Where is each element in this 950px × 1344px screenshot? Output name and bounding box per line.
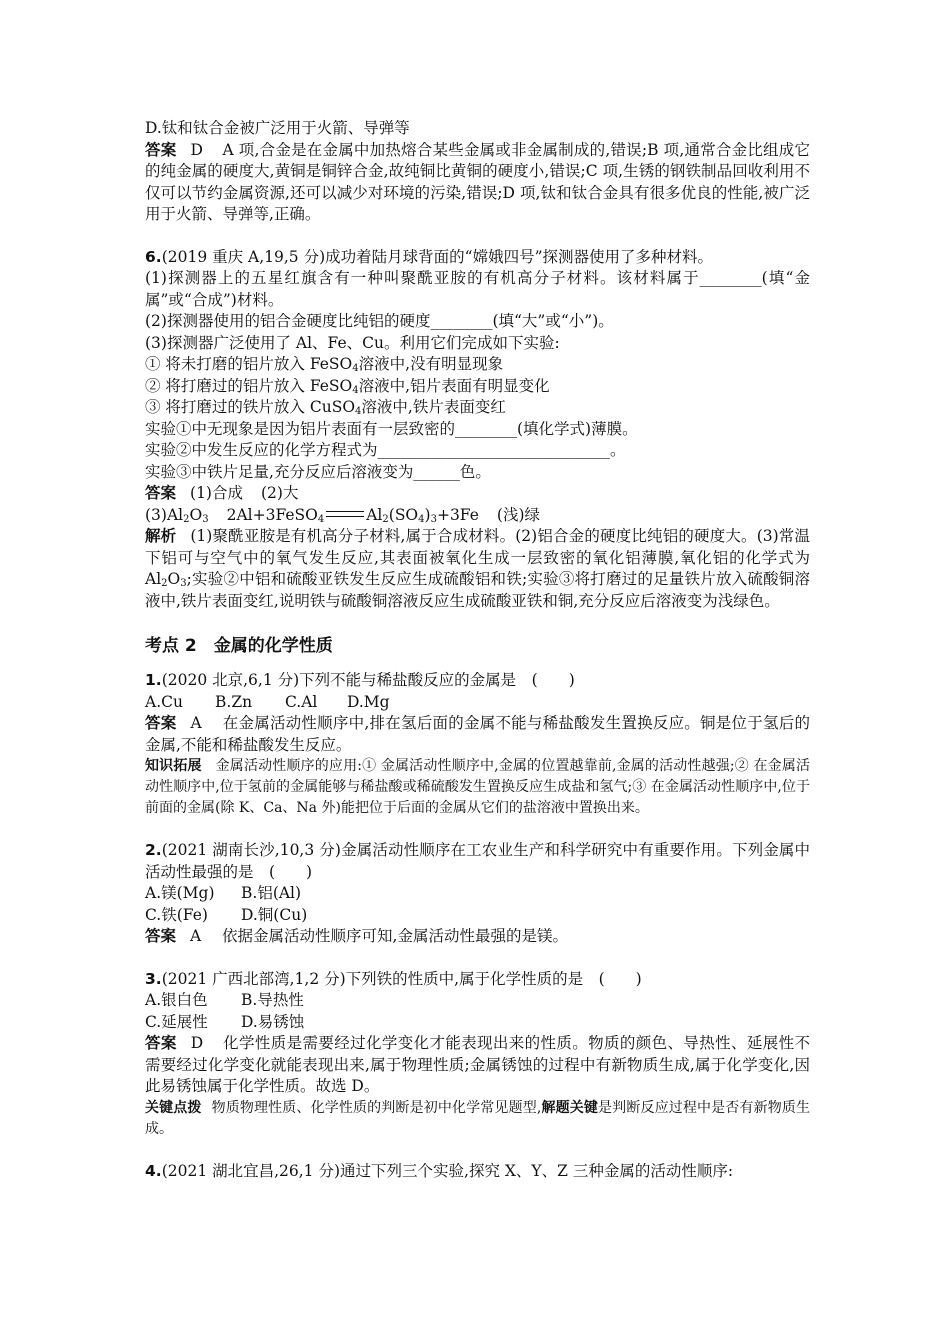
q6-analysis: 解析 (1)聚酰亚胺是有机高分子材料,属于合成材料。(2)铝合金的硬度比纯铝的硬度大。(3)常温下铝可与空气中的氧气发生反应,其表面被氧化生成一层致密的氧化铝薄膜,氧化铝的化学式为 $Al_2O_3$;实验②中铝和硫酸亚铁发生反应生成硫酸铝和铁;实验③将打磨过的足量铁片放入硫酸铜溶液中,铁片表面变红,说明铁与硫酸铜溶液反应生成硫酸亚铁和铜,充分反应后溶液变为浅绿色。 bbox=[145, 527, 810, 610]
answer-tag: 答案 bbox=[145, 140, 177, 159]
question-number: 4. bbox=[145, 1161, 162, 1180]
answer-explanation: A 项,合金是在金属中加热熔合某些金属或非金属制成的,错误;B 项,通常合金比组成它的纯金属的硬度大,黄铜是铜锌合金,故纯铜比黄铜的硬度小,错误;C 项,生锈的钢铁制品回收利用不仅可以节约金属资源,还可以减少对环境的污染,错误;D 项,钛和钛合金具有很多优良的性能,被广泛用于火箭、导弹等,正确。 bbox=[145, 140, 810, 223]
s2q4-stem: 4.(2021 湖北宜昌,26,1 分)通过下列三个实验,探究 X、Y、Z 三种金属的活动性顺序: bbox=[145, 1161, 734, 1180]
answer-tag: 答案 bbox=[145, 714, 177, 732]
option-a: A.镁(Mg) bbox=[145, 884, 215, 902]
option-b: B.铝(Al) bbox=[241, 884, 302, 902]
s2q3-answer-block: 答案 D 化学性质是需要经过化学变化才能表现出来的性质。物质的颜色、导热性、延展性不需要经过化学变化就能表现出来,属于物理性质;金属锈蚀的过程中有新物质生成,属于化学变化,因此易锈蚀属于化学性质。故选 D。 bbox=[145, 1034, 810, 1095]
question-number: 6. bbox=[145, 247, 162, 266]
answer-letter: A bbox=[190, 714, 202, 732]
s2q2-answer-block: 答案 A 依据金属活动性顺序可知,金属活动性最强的是镁。 bbox=[145, 926, 810, 948]
question-number: 1. bbox=[145, 671, 162, 689]
question-number: 2. bbox=[145, 841, 162, 859]
s2q3-key-point: 关键点拨 物质物理性质、化学性质的判断是初中化学常见题型,解题关键是判断反应过程中是否有新物质生成。 bbox=[145, 1099, 811, 1137]
section-title: 考点 2 金属的化学性质 bbox=[145, 636, 333, 656]
option-c: C.延展性 bbox=[145, 1012, 208, 1031]
option-d: D.易锈蚀 bbox=[241, 1012, 305, 1031]
q6-sub-2: 实验②中发生反应的化学方程式为______________________________。 bbox=[145, 441, 626, 459]
q6-part3: (3)探测器广泛使用了 Al、Fe、Cu。利用它们完成如下实验: bbox=[145, 333, 560, 352]
option-a: A.Cu bbox=[145, 692, 183, 711]
q6-experiment-1: ① 将未打磨的铝片放入 FeSO$_4$溶液中,没有明显现象 bbox=[145, 355, 504, 374]
option-a: A.银白色 bbox=[145, 991, 208, 1009]
s2q3-stem: 3.(2021 广西北部湾,1,2 分)下列铁的性质中,属于化学性质的是 ( ) bbox=[145, 969, 642, 988]
q5-option-d: D.钛和钛合金被广泛用于火箭、导弹等 bbox=[145, 119, 410, 137]
answer-tag: 答案 bbox=[145, 484, 177, 502]
q6-answer-line-1: 答案 (1)合成 (2)大 bbox=[145, 484, 299, 502]
q6-sub-3: 实验③中铁片足量,充分反应后溶液变为______色。 bbox=[145, 462, 491, 481]
option-d: D.铜(Cu) bbox=[241, 905, 308, 924]
document-page bbox=[145, 118, 810, 1182]
option-c: C.铁(Fe) bbox=[145, 905, 208, 924]
q6-answer-line-2: $(3)Al_2O_3$ 2Al+3FeSO$_4$ $Al_2(SO_4)_3+3Fe$ (浅)绿 bbox=[145, 505, 540, 525]
answer-tag: 答案 bbox=[145, 927, 177, 945]
s2q1-stem: 1.(2020 北京,6,1 分)下列不能与稀盐酸反应的金属是 ( ) bbox=[145, 671, 575, 689]
analysis-tag: 解析 bbox=[145, 527, 177, 545]
option-b: B.Zn bbox=[215, 692, 253, 711]
s2q1-knowledge-extension: 知识拓展 金属活动性顺序的应用:① 金属活动性顺序中,金属的位置越靠前,金属的活动性越强;② 在金属活动性顺序中,位于氢前的金属能够与稀盐酸或稀硫酸发生置换反应生成盐和氢气;③ 在金属活动性顺序中,位于前面的金属(除 K、Ca、Na 外)能把位于后面的金属从它们的盐溶液中置换出来。 bbox=[145, 758, 811, 816]
s2q2-options-row-2 bbox=[145, 905, 810, 927]
q6-part1: (1)探测器上的五星红旗含有一种叫聚酰亚胺的有机高分子材料。该材料属于________(填“金属”或“合成”)材料。 bbox=[145, 269, 810, 309]
answer-tag: 答案 bbox=[145, 1034, 177, 1052]
option-d: D.Mg bbox=[347, 692, 390, 711]
s2q3-options-row-1 bbox=[145, 990, 810, 1012]
extension-tag: 知识拓展 bbox=[145, 758, 202, 774]
s2q1-answer-block: 答案 A 在金属活动性顺序中,排在氢后面的金属不能与稀盐酸发生置换反应。铜是位于氢后的金属,不能和稀盐酸发生反应。 bbox=[145, 714, 810, 754]
s2q3-options-row-2 bbox=[145, 1012, 810, 1034]
key-point-tag: 关键点拨 bbox=[145, 1099, 202, 1116]
q6-stem: 6.(2019 重庆 A,19,5 分)成功着陆月球背面的“嫦娥四号”探测器使用了多种材料。 bbox=[145, 247, 713, 266]
q6-sub-1: 实验①中无现象是因为铝片表面有一层致密的________(填化学式)薄膜。 bbox=[145, 419, 638, 438]
option-b: B.导热性 bbox=[241, 991, 304, 1009]
option-c: C.Al bbox=[285, 692, 318, 711]
q6-experiment-3: ③ 将打磨过的铁片放入 CuSO$_4$溶液中,铁片表面变红 bbox=[145, 398, 506, 417]
q5-answer-block bbox=[145, 140, 810, 226]
q6-part2: (2)探测器使用的铝合金硬度比纯铝的硬度________(填“大”或“小”)。 bbox=[145, 312, 614, 330]
question-number: 3. bbox=[145, 969, 162, 988]
key-phrase: 解题关键 bbox=[541, 1099, 599, 1116]
q6-experiment-2: ② 将打磨过的铝片放入 FeSO$_4$溶液中,铝片表面有明显变化 bbox=[145, 376, 550, 396]
answer-letter: D bbox=[190, 1034, 204, 1052]
s2q2-stem: 2.(2021 湖南长沙,10,3 分)金属活动性顺序在工农业生产和科学研究中有重要作用。下列金属中活动性最强的是 ( ) bbox=[145, 841, 810, 881]
s2q2-options-row-1 bbox=[145, 883, 810, 905]
s2q1-options bbox=[145, 692, 810, 714]
equals-sign bbox=[326, 511, 364, 517]
answer-letter: D bbox=[190, 140, 203, 159]
answer-letter: A bbox=[190, 927, 202, 945]
